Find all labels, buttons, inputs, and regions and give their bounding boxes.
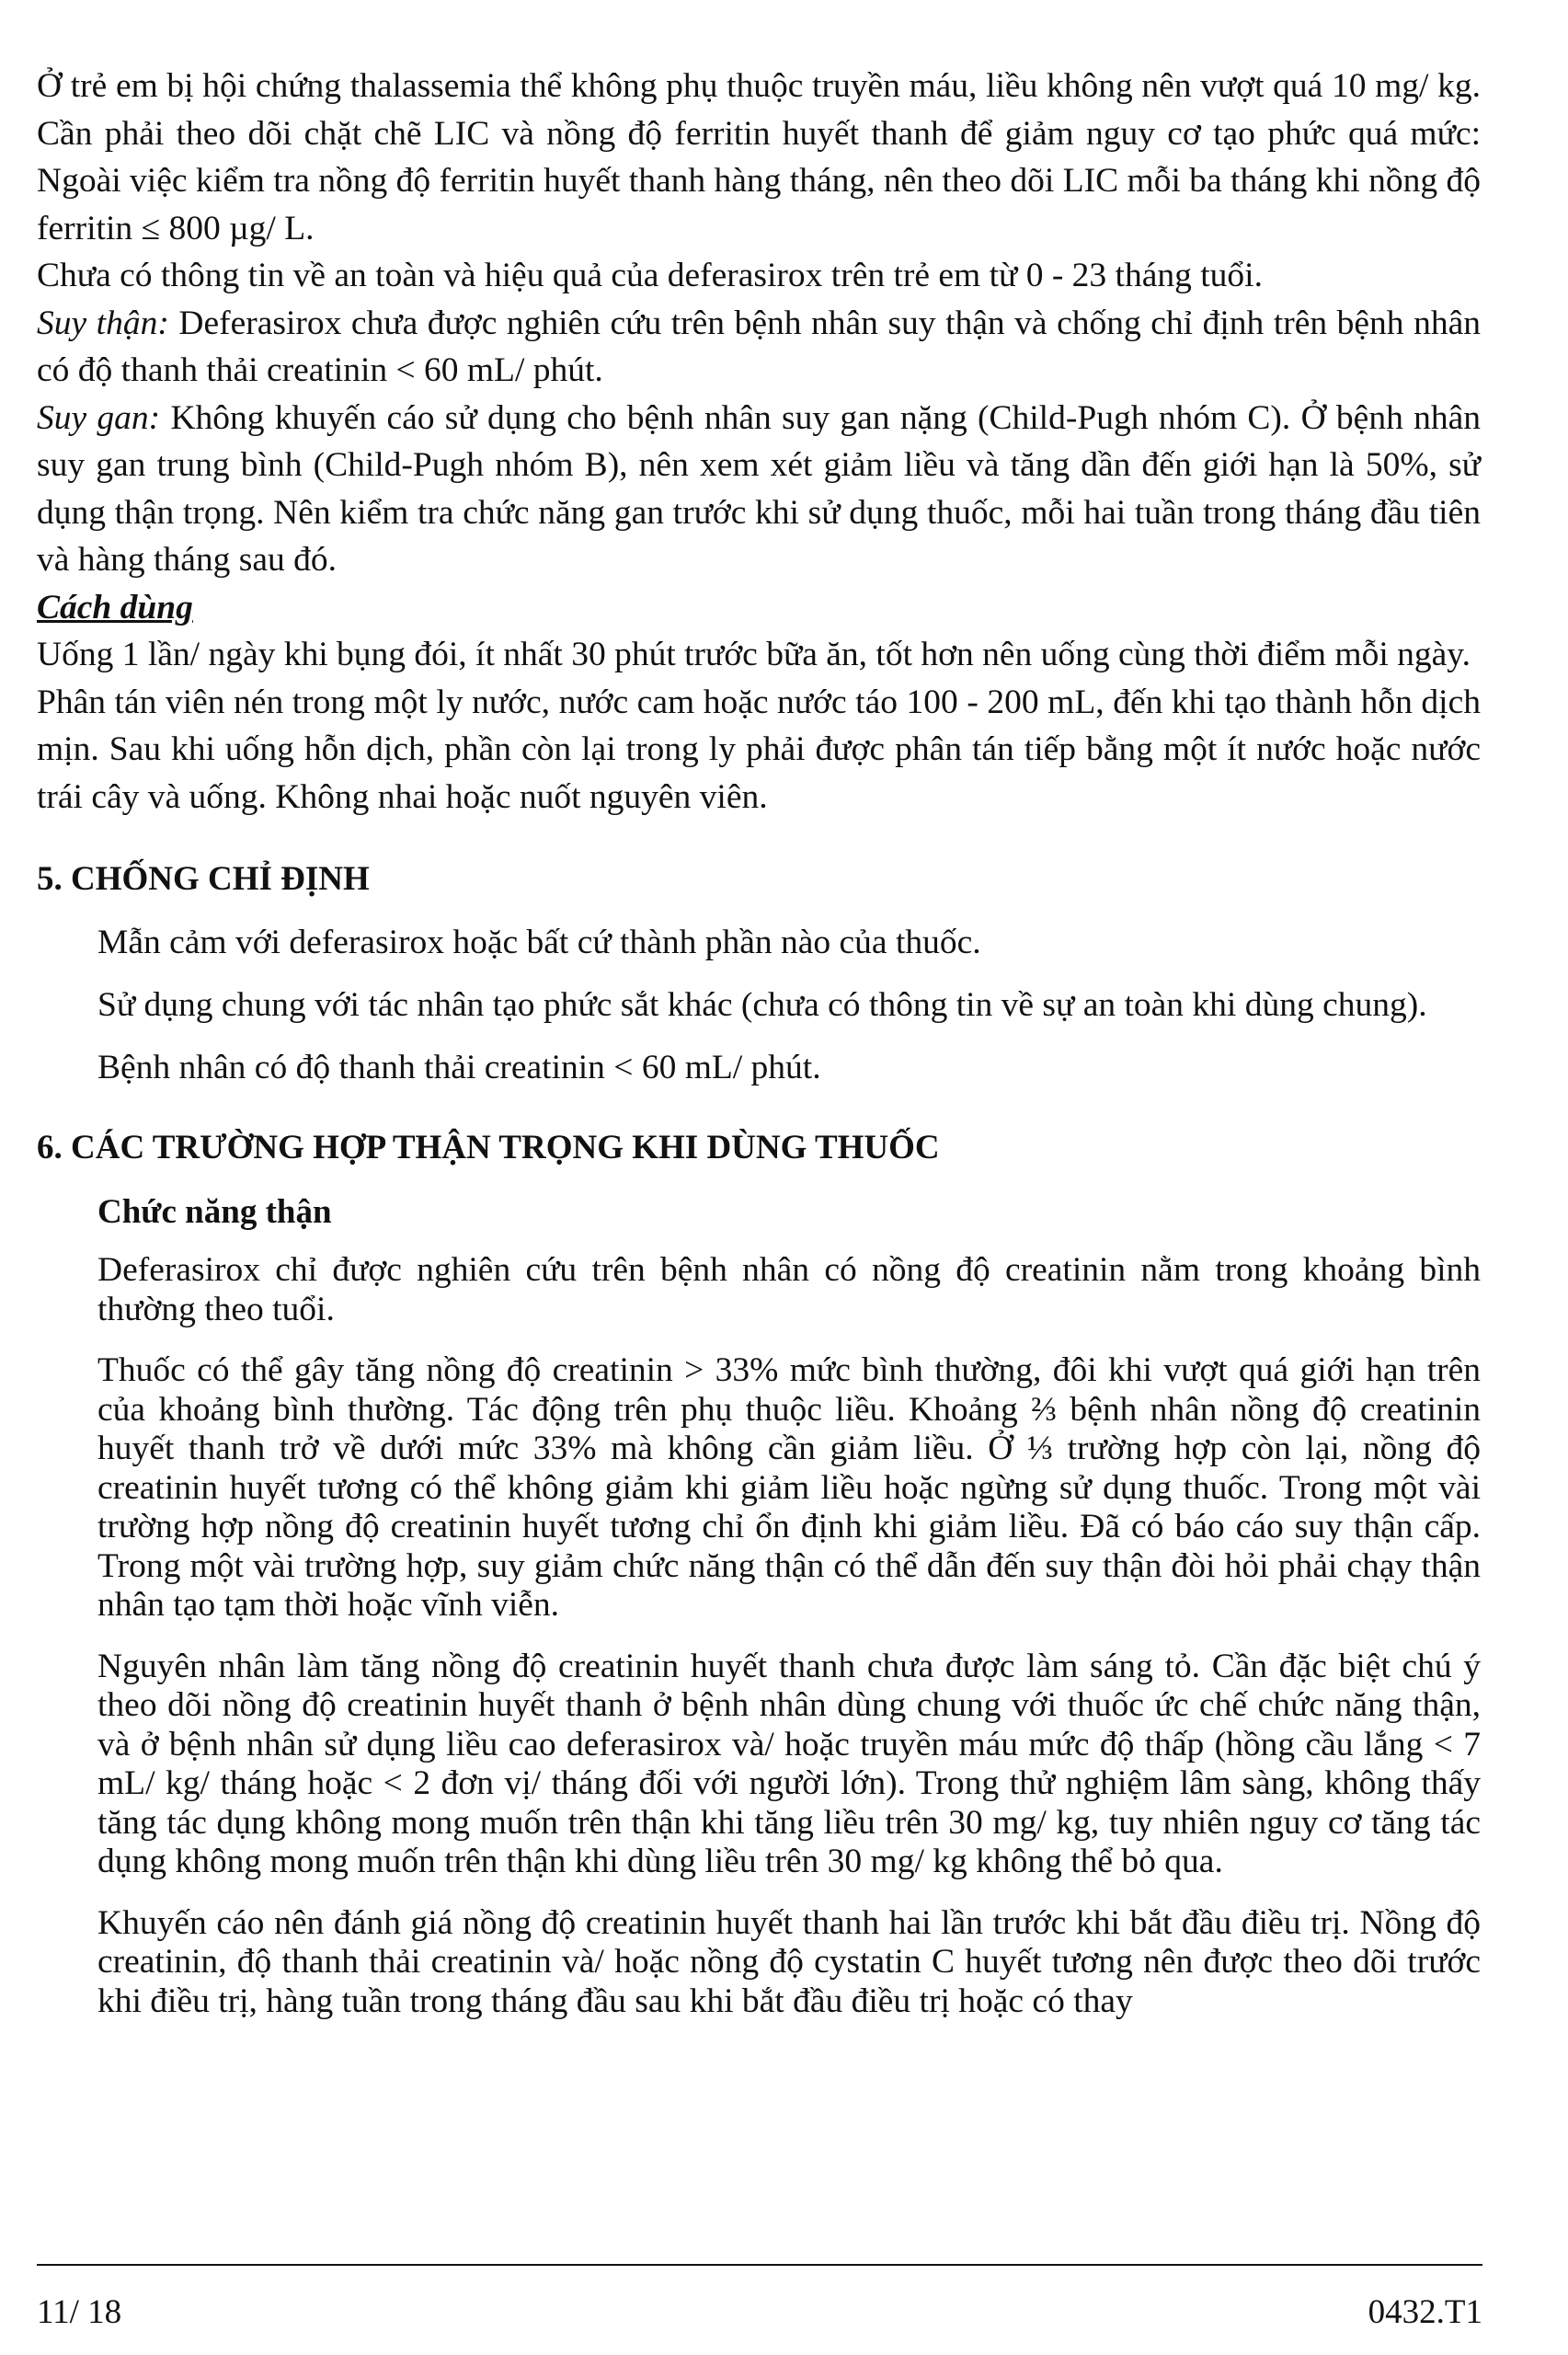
infant-safety-paragraph: Chưa có thông tin về an toàn và hiệu quả của deferasirox trên trẻ em từ 0 - 23 tháng tuổi. [37,257,1263,294]
renal-impairment-text: Deferasirox chưa được nghiên cứu trên bệnh nhân suy thận và chống chỉ định trên bệnh nhân có độ thanh thải creatinin < 60 mL/ phút. [37,304,1481,389]
administration-paragraph-2: Phân tán viên nén trong một ly nước, nước cam hoặc nước táo 100 - 200 mL, đến khi tạo thành hỗn dịch mịn. Sau khi uống hỗn dịch, phần còn lại trong ly phải được phân tán tiếp bằng một ít nước hoặc nước trái cây và uống. Không nhai hoặc nuốt nguyên viên. [37,683,1481,816]
footer-divider [37,2264,1482,2266]
page-number: 11/ 18 [37,2293,122,2331]
hepatic-impairment-label: Suy gan: [37,398,161,437]
administration-heading: Cách dùng [37,588,193,626]
precautions-heading: 6. CÁC TRƯỜNG HỢP THẬN TRỌNG KHI DÙNG THUỐC [37,1129,940,1166]
renal-impairment-label: Suy thận: [37,304,169,342]
contraindication-item: Bệnh nhân có độ thanh thải creatinin < 60 mL/ phút. [97,1049,821,1086]
renal-impairment-paragraph [37,300,1481,395]
administration-paragraph-1: Uống 1 lần/ ngày khi bụng đói, ít nhất 30 phút trước bữa ăn, tốt hơn nên uống cùng thời điểm mỗi ngày. [37,636,1471,673]
hepatic-impairment-text: Không khuyến cáo sử dụng cho bệnh nhân suy gan nặng (Child-Pugh nhóm C). Ở bệnh nhân suy gan trung bình (Child-Pugh nhóm B), nên xem xét giảm liều và tăng dần đến giới hạn là 50%, sử dụng thận trọng. Nên kiểm tra chức năng gan trước khi sử dụng thuốc, mỗi hai tuần trong tháng đầu tiên và hàng tháng sau đó. [37,398,1482,579]
administration-heading-line [37,584,1481,632]
contraindications-list [97,922,1481,1089]
renal-function-subheading: Chức năng thận [97,1193,332,1231]
precautions-section [97,1190,1481,2021]
precaution-paragraph: Nguyên nhân làm tăng nồng độ creatinin huyết thanh chưa được làm sáng tỏ. Cần đặc biệt chú ý theo dõi nồng độ creatinin huyết thanh ở bệnh nhân dùng chung với thuốc ức chế chức năng thận, và ở bệnh nhân sử dụng liều cao deferasirox và/ hoặc truyền máu mức độ thấp (hồng cầu lắng < 7 mL/ kg/ tháng hoặc < 2 đơn vị/ tháng đối với người lớn). Trong thử nghiệm lâm sàng, không thấy tăng tác dụng không mong muốn trên thận khi tăng liều trên 30 mg/ kg, tuy nhiên nguy cơ tăng tác dụng không mong muốn trên thận khi dùng liều trên 30 mg/ kg không thể bỏ qua. [97,1647,1481,1880]
document-page [37,63,1481,2043]
contraindication-item: Sử dụng chung với tác nhân tạo phức sắt khác (chưa có thông tin về sự an toàn khi dùng chung). [97,986,1427,1024]
precaution-paragraph: Deferasirox chỉ được nghiên cứu trên bệnh nhân có nồng độ creatinin nằm trong khoảng bình thường theo tuổi. [97,1251,1481,1328]
document-code: 0432.T1 [1368,2293,1482,2331]
precaution-paragraph: Khuyến cáo nên đánh giá nồng độ creatinin huyết thanh hai lần trước khi bắt đầu điều trị. Nồng độ creatinin, độ thanh thải creatinin và/ hoặc nồng độ cystatin C huyết tương nên được theo dõi trước khi điều trị, hàng tuần trong tháng đầu sau khi bắt đầu điều trị hoặc có thay [97,1903,1481,2020]
hepatic-impairment-paragraph [37,395,1481,584]
pediatric-dose-paragraph: Ở trẻ em bị hội chứng thalassemia thể không phụ thuộc truyền máu, liều không nên vượt quá 10 mg/ kg. Cần phải theo dõi chặt chẽ LIC và nồng độ ferritin huyết thanh để giảm nguy cơ tạo phức quá mức: Ngoài việc kiểm tra nồng độ ferritin huyết thanh hàng tháng, nên theo dõi LIC mỗi ba tháng khi nồng độ ferritin ≤ 800 µg/ L. [37,67,1481,247]
precaution-paragraph: Thuốc có thể gây tăng nồng độ creatinin > 33% mức bình thường, đôi khi vượt quá giới hạn trên của khoảng bình thường. Tác động trên phụ thuộc liều. Khoảng ⅔ bệnh nhân nồng độ creatinin huyết thanh trở về dưới mức 33% mà không cần giảm liều. Ở ⅓ trường hợp còn lại, nồng độ creatinin huyết tương có thể không giảm khi giảm liều hoặc ngừng sử dụng thuốc. Trong một vài trường hợp nồng độ creatinin huyết tương chỉ ổn định khi giảm liều. Đã có báo cáo suy thận cấp. Trong một vài trường hợp, suy giảm chức năng thận có thể dẫn đến suy thận đòi hỏi phải chạy thận nhân tạo tạm thời hoặc vĩnh viễn. [97,1351,1481,1624]
contraindication-item: Mẫn cảm với deferasirox hoặc bất cứ thành phần nào của thuốc. [97,924,981,961]
contraindications-heading: 5. CHỐNG CHỈ ĐỊNH [37,860,370,898]
